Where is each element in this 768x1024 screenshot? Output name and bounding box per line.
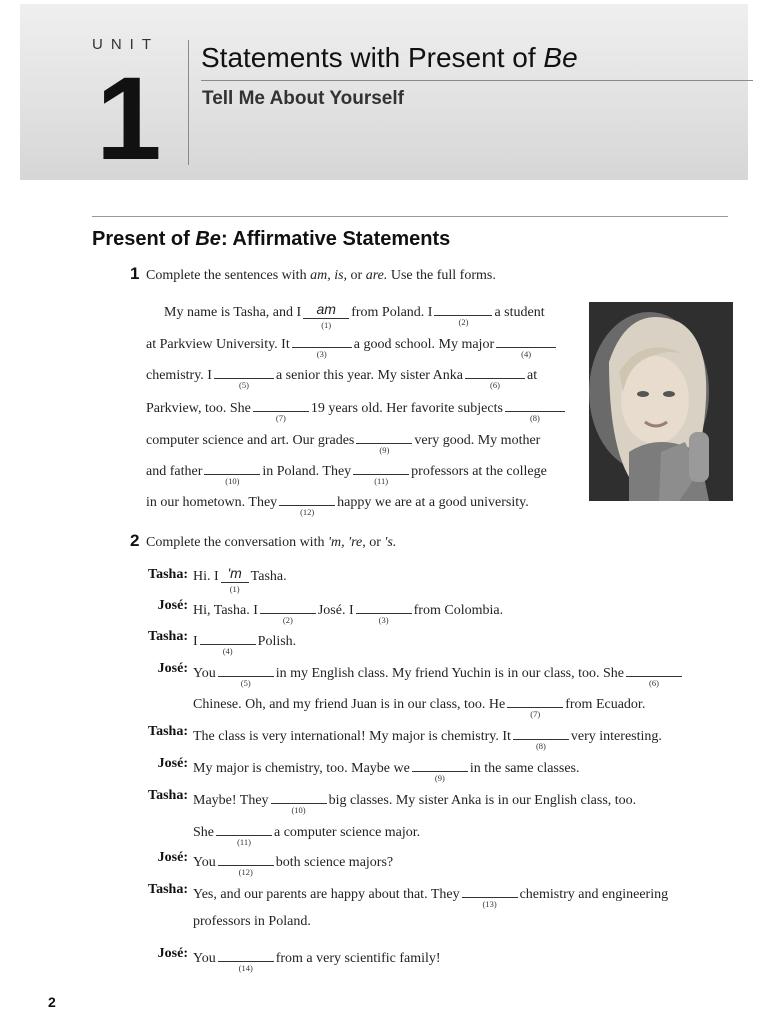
ex2-row-5: Chinese. Oh, and my friend Juan is in our class, too. He (7) from Ecuador. (193, 692, 645, 713)
ex1-line-6: and father (10) in Poland. They (11) professors at the college (146, 459, 547, 480)
speaker-label: Tasha: (148, 788, 188, 803)
ex2-blank-3[interactable]: (3) (356, 598, 412, 614)
ex1-blank-4[interactable]: (4) (496, 332, 556, 348)
ex2-blank-1[interactable]: 'm (1) (221, 567, 249, 583)
title-rule (201, 80, 753, 81)
exercise-2-number: 2 (130, 531, 140, 550)
ex2-row-2: Hi, Tasha. I (2) José. I (3) from Colombia. (193, 598, 503, 619)
unit-subtitle: Tell Me About Yourself (202, 88, 404, 109)
unit-banner (20, 4, 748, 185)
speaker-label: José: (157, 661, 188, 676)
ex1-blank-8[interactable]: (8) (505, 396, 565, 412)
section-title: Present of Be: Affirmative Statements (92, 228, 451, 250)
section-rule (92, 216, 728, 217)
ex2-blank-9[interactable]: (9) (412, 756, 468, 772)
ex1-blank-11[interactable]: (11) (353, 459, 409, 475)
exercise-2-instructions: Complete the conversation with 'm, 're, or 's. (146, 535, 397, 550)
ex1-line-7: in our hometown. They (12) happy we are at a good university. (146, 490, 529, 511)
ex2-blank-10[interactable]: (10) (271, 788, 327, 804)
ex2-row-1: Hi. I 'm (1) Tasha. (193, 565, 287, 594)
exercise-1-instructions: Complete the sentences with am, is, or are. Use the full forms. (146, 268, 496, 283)
speaker-label: José: (157, 946, 188, 961)
unit-number: 1 (96, 53, 162, 185)
ex2-blank-5[interactable]: (5) (218, 661, 274, 677)
ex1-blank-9[interactable]: (9) (356, 428, 412, 444)
ex2-blank-7[interactable]: (7) (507, 692, 563, 708)
ex2-blank-13[interactable]: (13) (462, 882, 518, 898)
ex1-line-2: at Parkview University. It (3) a good school. My major (4) (146, 332, 558, 353)
ex1-blank-12[interactable]: (12) (279, 490, 335, 506)
ex2-blank-2[interactable]: (2) (260, 598, 316, 614)
ex2-row-13: You (14) from a very scientific family! (193, 946, 441, 967)
ex2-blank-12[interactable]: (12) (218, 850, 274, 866)
speaker-label: Tasha: (148, 629, 188, 644)
speaker-label: Tasha: (148, 724, 188, 739)
ex1-blank-3[interactable]: (3) (292, 332, 352, 348)
ex2-blank-4[interactable]: (4) (200, 629, 256, 645)
ex2-blank-8[interactable]: (8) (513, 724, 569, 740)
ex1-line-1: My name is Tasha, and I am (1) from Poland. I (2) a student (164, 301, 545, 330)
ex2-row-12: professors in Poland. (193, 914, 311, 929)
ex2-blank-11[interactable]: (11) (216, 820, 272, 836)
portrait-illustration (589, 302, 733, 501)
ex1-line-5: computer science and art. Our grades (9) very good. My mother (146, 428, 540, 449)
speaker-label: José: (157, 756, 188, 771)
page-number: 2 (48, 994, 56, 1010)
unit-title: Statements with Present of Be (201, 42, 578, 73)
ex2-blank-6[interactable]: (6) (626, 661, 682, 677)
ex2-row-6: The class is very international! My major is chemistry. It (8) very interesting. (193, 724, 662, 745)
unit-label: UNIT (92, 36, 159, 53)
ex2-row-9: She (11) a computer science major. (193, 820, 420, 841)
ex1-blank-2[interactable]: (2) (434, 300, 492, 316)
ex2-row-10: You (12) both science majors? (193, 850, 393, 871)
speaker-label: José: (157, 598, 188, 613)
speaker-label: Tasha: (148, 567, 188, 582)
speaker-label: Tasha: (148, 882, 188, 897)
ex2-row-3: I (4) Polish. (193, 629, 296, 650)
ex1-blank-5[interactable]: (5) (214, 363, 274, 379)
student-photo (589, 302, 733, 501)
ex2-row-4: You (5) in my English class. My friend Yuchin is in our class, too. She (6) (193, 661, 684, 682)
ex1-blank-6[interactable]: (6) (465, 363, 525, 379)
ex1-blank-7[interactable]: (7) (253, 396, 309, 412)
banner-divider (188, 40, 189, 165)
ex2-blank-14[interactable]: (14) (218, 946, 274, 962)
ex1-blank-1[interactable]: am (1) (303, 303, 349, 319)
ex1-blank-10[interactable]: (10) (204, 459, 260, 475)
ex2-row-7: My major is chemistry, too. Maybe we (9) in the same classes. (193, 756, 579, 777)
ex2-row-8: Maybe! They (10) big classes. My sister Anka is in our English class, too. (193, 788, 636, 809)
speaker-label: José: (157, 850, 188, 865)
ex1-line-3: chemistry. I (5) a senior this year. My sister Anka (6) at (146, 363, 537, 384)
exercise-1-number: 1 (130, 264, 140, 283)
ex2-row-11: Yes, and our parents are happy about that. They (13) chemistry and engineering (193, 882, 668, 903)
ex1-line-4: Parkview, too. She (7) 19 years old. Her favorite subjects (8) (146, 396, 567, 417)
